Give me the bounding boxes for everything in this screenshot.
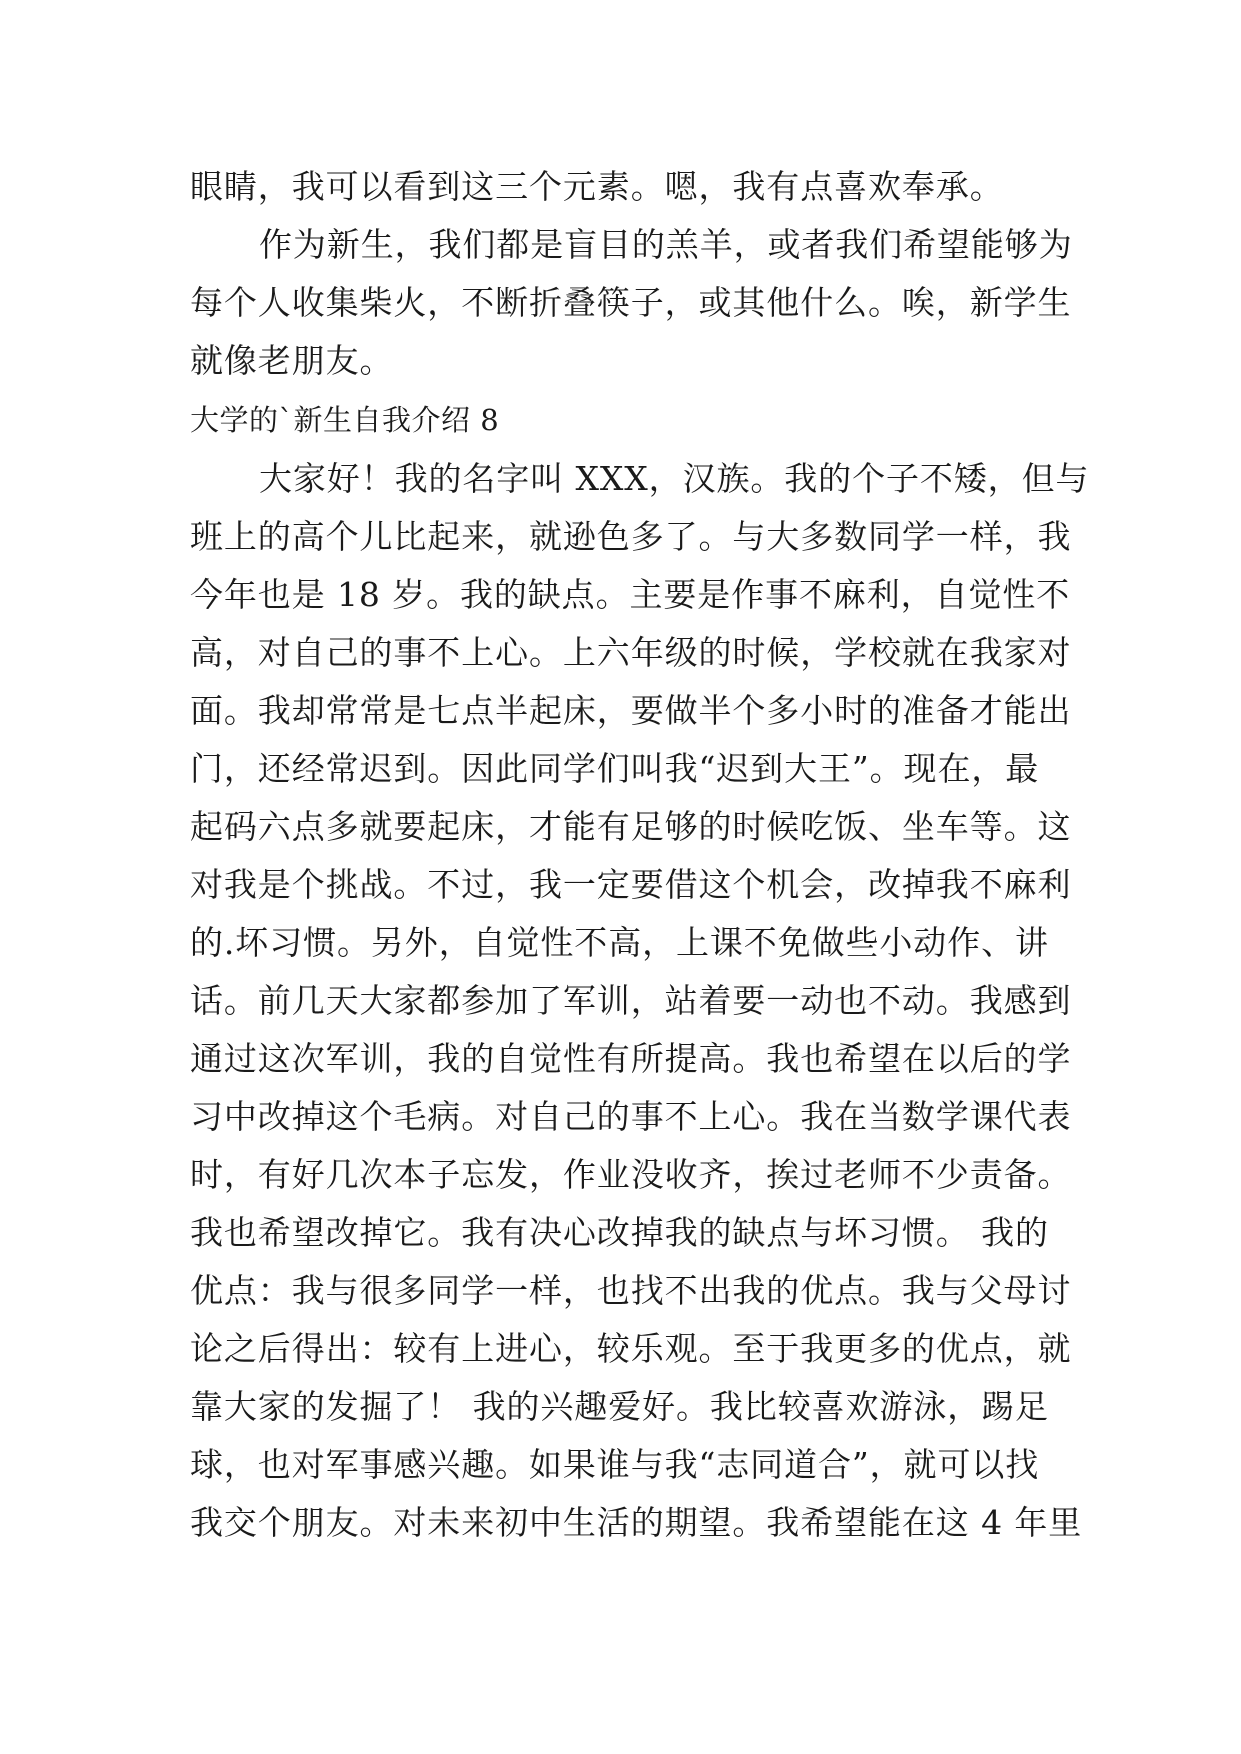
paragraph-line: 对我是个挑战。不过，我一定要借这个机会，改掉我不麻利 (190, 865, 1072, 904)
paragraph-line: 通过这次军训，我的自觉性有所提高。我也希望在以后的学 (190, 1039, 1072, 1078)
paragraph-line: 就像老朋友。 (190, 341, 394, 380)
paragraph-line: 作为新生，我们都是盲目的羔羊，或者我们希望能够为 (259, 225, 1073, 264)
paragraph-line: 起码六点多就要起床，才能有足够的时候吃饭、坐车等。这 (190, 807, 1072, 846)
paragraph-line: 班上的高个儿比起来，就逊色多了。与大多数同学一样，我 (190, 517, 1072, 556)
paragraph-line: 我也希望改掉它。我有决心改掉我的缺点与坏习惯。 我的 (190, 1213, 1049, 1252)
document-body (190, 158, 1090, 1552)
paragraph-line: 论之后得出：较有上进心，较乐观。至于我更多的优点，就 (190, 1329, 1072, 1368)
paragraph-line: 今年也是 18 岁。我的缺点。主要是作事不麻利，自觉性不 (190, 575, 1071, 614)
paragraph-line: 高，对自己的事不上心。上六年级的时候，学校就在我家对 (190, 633, 1072, 672)
paragraph-line: 眼睛，我可以看到这三个元素。嗯，我有点喜欢奉承。 (190, 167, 1004, 206)
paragraph-line: 我交个朋友。对未来初中生活的期望。我希望能在这 4 年里 (190, 1503, 1083, 1542)
paragraph-line: 每个人收集柴火，不断折叠筷子，或其他什么。唉，新学生 (190, 283, 1072, 322)
paragraph-line: 大家好！我的名字叫 XXX，汉族。我的个子不矮，但与 (259, 459, 1090, 498)
paragraph-line: 面。我却常常是七点半起床，要做半个多小时的准备才能出 (190, 691, 1072, 730)
paragraph-line: 的.坏习惯。另外，自觉性不高，上课不免做些小动作、讲 (190, 923, 1049, 962)
paragraph-line: 优点：我与很多同学一样，也找不出我的优点。我与父母讨 (190, 1271, 1072, 1310)
paragraph-line: 习中改掉这个毛病。对自己的事不上心。我在当数学课代表 (190, 1097, 1072, 1136)
paragraph-line: 时，有好几次本子忘发，作业没收齐，挨过老师不少责备。 (190, 1155, 1072, 1194)
paragraph-line: 门，还经常迟到。因此同学们叫我“迟到大王”。现在，最 (190, 749, 1040, 788)
section-title: 大学的`新生自我介绍 8 (190, 403, 500, 437)
paragraph-line: 球，也对军事感兴趣。如果谁与我“志同道合”，就可以找 (190, 1445, 1040, 1484)
paragraph-line: 话。前几天大家都参加了军训，站着要一动也不动。我感到 (190, 981, 1072, 1020)
paragraph-line: 靠大家的发掘了！ 我的兴趣爱好。我比较喜欢游泳，踢足 (190, 1387, 1049, 1426)
